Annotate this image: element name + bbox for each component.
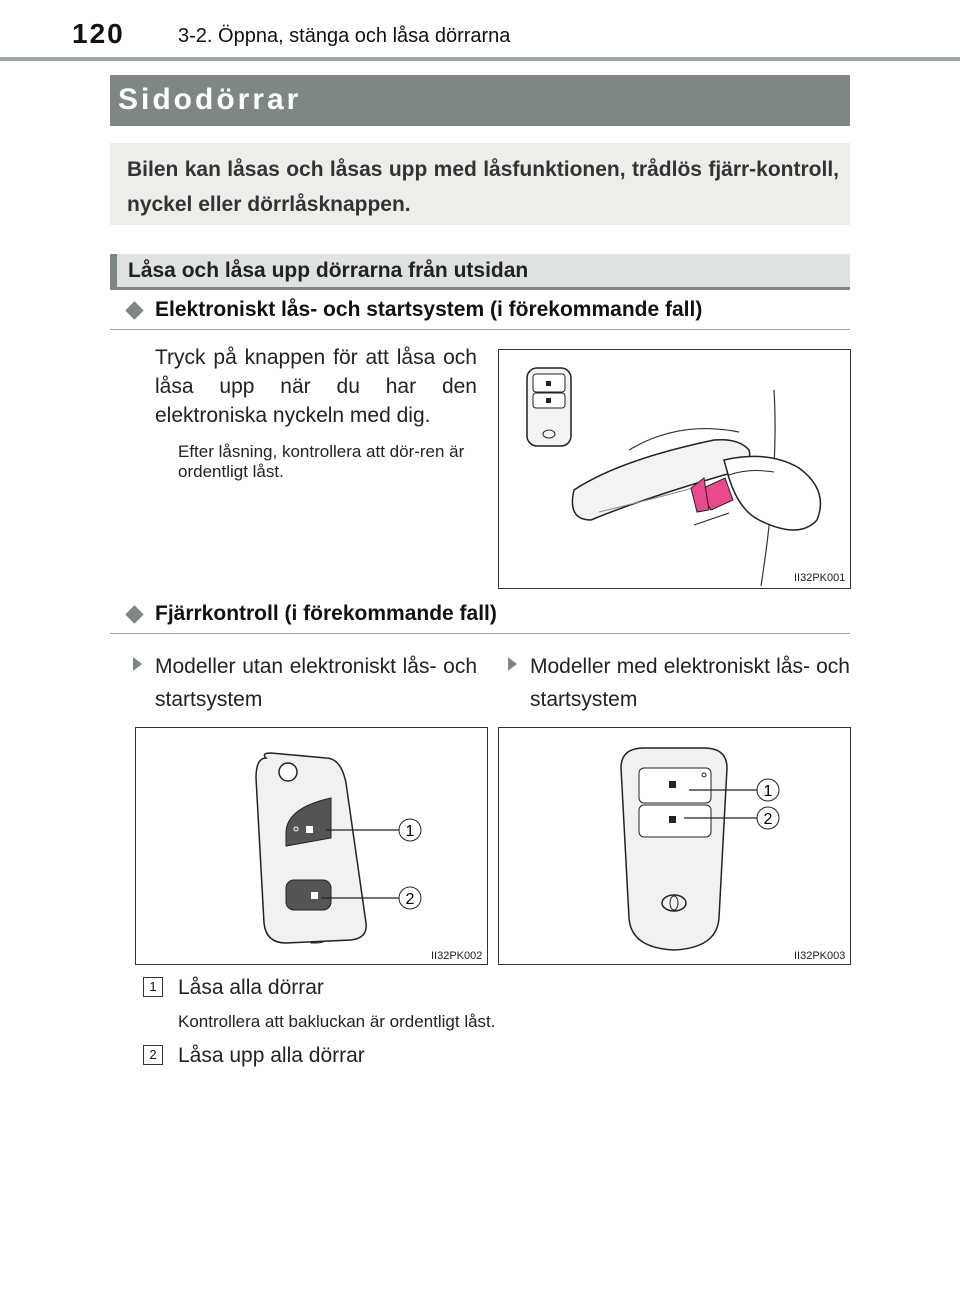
callout-2: 2: [405, 891, 415, 908]
chapter-title: 3-2. Öppna, stänga och låsa dörrarna: [178, 25, 511, 47]
intro-text: Bilen kan låsas och låsas upp med låsfunktionen, trådlös fjärr-kontroll, nyckel eller dörrlåsknappen.: [127, 158, 839, 216]
figure-code: II32PK002: [431, 950, 483, 962]
smart-key-figure: [498, 727, 851, 965]
header-divider: [0, 57, 960, 61]
item-note-tailgate: Kontrollera att bakluckan är ordentligt låst.: [178, 1012, 496, 1031]
figure-code: II32PK001: [794, 572, 846, 584]
diamond-icon: [125, 301, 143, 319]
remote-heading: Fjärrkontroll (i förekommande fall): [155, 602, 497, 625]
subsection-accent-bar: [110, 254, 117, 287]
item-label-unlock-all: Låsa upp alla dörrar: [178, 1044, 365, 1067]
smart-key-heading: Elektroniskt lås- och startsystem (i förekommande fall): [155, 298, 703, 321]
smart-key-illustration: [499, 728, 850, 964]
heading-rule: [110, 329, 850, 330]
callout-2: 2: [763, 811, 773, 828]
callout-1: 1: [405, 823, 415, 840]
item-number-1: 1: [143, 977, 163, 997]
door-handle-illustration: [499, 350, 850, 588]
flip-key-illustration: [136, 728, 487, 964]
arrow-right-icon: [133, 657, 142, 671]
model-label-with-smart-key: Modeller med elektroniskt lås- och startsystem: [530, 655, 850, 711]
diamond-icon: [125, 605, 143, 623]
smart-key-body: Tryck på knappen för att låsa och låsa upp när du har den elektroniska nyckeln med dig.: [155, 346, 477, 427]
door-handle-figure: [498, 349, 851, 589]
callout-1: 1: [763, 783, 773, 800]
heading-rule: [110, 633, 850, 634]
item-label-lock-all: Låsa alla dörrar: [178, 976, 324, 999]
page-number: 120: [72, 18, 125, 49]
section-title: Sidodörrar: [118, 83, 302, 116]
smart-key-note: Efter låsning, kontrollera att dör-ren är ordentligt låst.: [178, 442, 465, 481]
model-label-without-smart-key: Modeller utan elektroniskt lås- och startsystem: [155, 655, 477, 711]
flip-key-figure: [135, 727, 488, 965]
figure-code: II32PK003: [794, 950, 846, 962]
arrow-right-icon: [508, 657, 517, 671]
subsection-title: Låsa och låsa upp dörrarna från utsidan: [128, 259, 529, 282]
item-number-2: 2: [143, 1045, 163, 1065]
